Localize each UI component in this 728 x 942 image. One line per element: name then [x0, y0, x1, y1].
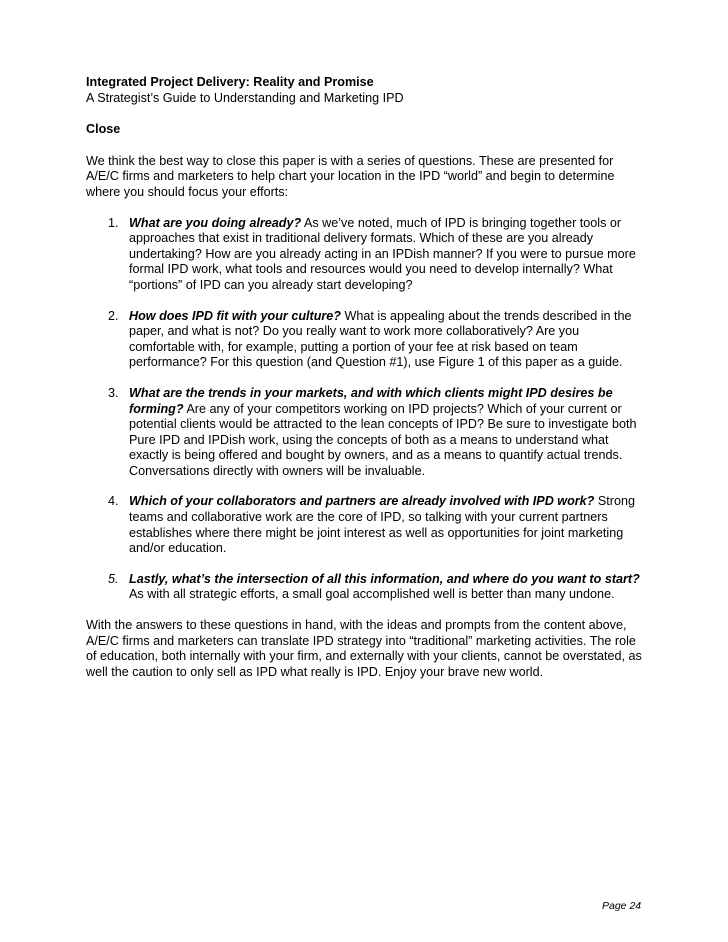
list-item	[86, 386, 646, 480]
list-item-number: 1.	[108, 215, 119, 230]
list-item-number: 5.	[108, 571, 119, 586]
document-title: Integrated Project Delivery: Reality and Promise	[86, 75, 374, 89]
list-item	[86, 216, 646, 294]
list-item-body: Are any of your competitors working on IPD projects? Which of your current or potential clients would be attracted to the lean concepts of IPD? Be sure to investigate both Pure IPD and IPDish work, using the concepts of both as a means to understand what exactly is being offered and bought by owners, and as a means to quantify actual trends. Conversations directly with owners will be invaluable.	[129, 401, 637, 478]
list-item-question: Which of your collaborators and partners are already involved with IPD work?	[129, 494, 595, 509]
list-item-question: Lastly, what’s the intersection of all this information, and where do you want to start?	[129, 571, 640, 586]
list-item-number: 2.	[108, 308, 119, 323]
page-number: Page 24	[602, 900, 642, 912]
document-subtitle: A Strategist’s Guide to Understanding and Marketing IPD	[86, 90, 404, 105]
intro-paragraph: We think the best way to close this paper is with a series of questions. These are presented for A/E/C firms and marketers to help chart your location in the IPD “world” and begin to determine where you should focus your efforts:	[86, 153, 615, 199]
page-content	[86, 75, 646, 680]
list-item	[86, 309, 646, 371]
list-item-body: Strong teams and collaborative work are the core of IPD, so talking with your current partners establishes where there might be joint interest as well as opportunities for joint marketing and/or education.	[129, 494, 635, 556]
list-item-question: How does IPD fit with your culture?	[129, 308, 342, 323]
list-item-question: What are you doing already?	[129, 215, 302, 230]
list-item-body: As we’ve noted, much of IPD is bringing together tools or approaches that exist in traditional delivery formats. Which of these are you already undertaking? How are you already acting in an IPDish manner? If you were to pursue more formal IPD work, what tools and resources would you need to develop internally? What “portions” of IPD can you already start developing?	[129, 215, 636, 292]
questions-list	[86, 216, 646, 603]
list-item-number: 4.	[108, 494, 119, 509]
list-item	[86, 494, 646, 556]
section-heading: Close	[86, 122, 121, 137]
list-item	[86, 572, 646, 603]
list-item-body: As with all strategic efforts, a small goal accomplished well is better than many undone.	[129, 587, 615, 602]
list-item-body: What is appealing about the trends described in the paper, and what is not? Do you really want to work more collaboratively? Are you comfortable with, for example, putting a portion of your fee at risk based on team performance? For this question (and Question #1), use Figure 1 of this paper as a guide.	[129, 308, 632, 370]
list-item-question: What are the trends in your markets, and with which clients might IPD desires be forming?	[129, 385, 613, 416]
list-item-number: 3.	[108, 385, 119, 400]
closing-paragraph: With the answers to these questions in hand, with the ideas and prompts from the content above, A/E/C firms and marketers can translate IPD strategy into “traditional” marketing activities. The role of education, both internally with your firm, and externally with your clients, cannot be overstated, as well the caution to only sell as IPD what really is IPD. Enjoy your brave new world.	[86, 618, 642, 679]
